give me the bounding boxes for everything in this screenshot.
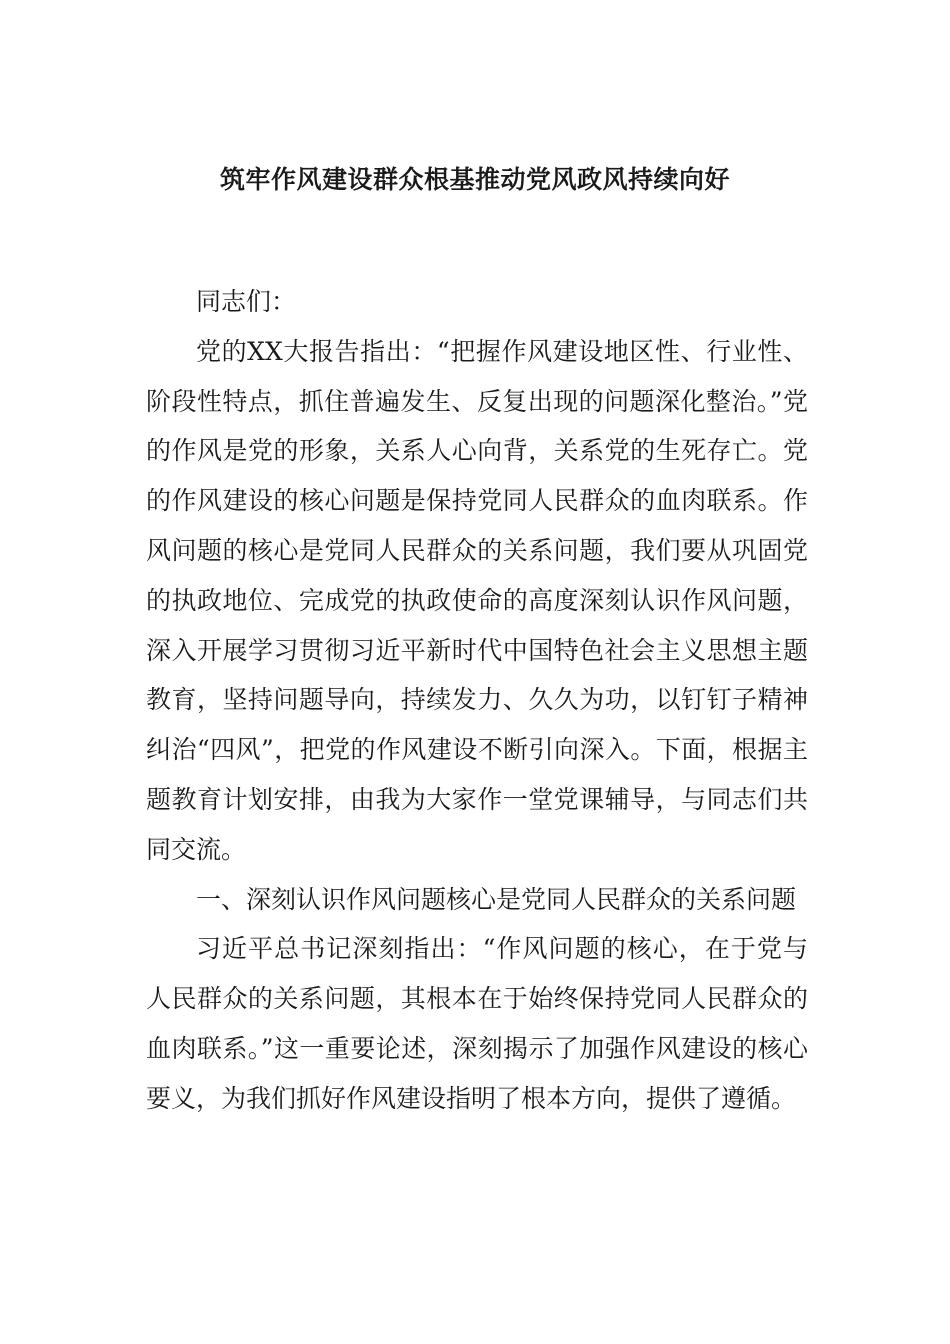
paragraph-section-1: 习近平总书记深刻指出：“作风问题的核心，在于党与人民群众的关系问题，其根本在于始终保持党同人民群众的血肉联系。”这一重要论述，深刻揭示了加强作风建设的核心要义，为我们抓好作风建设指明了根本方向，提供了遵循。 bbox=[146, 934, 808, 1113]
salutation: 同志们： bbox=[196, 287, 297, 316]
paragraph-intro: 党的XX大报告指出：“把握作风建设地区性、行业性、阶段性特点，抓住普遍发生、反复出现的问题深化整治。”党的作风是党的形象，关系人心向背，关系党的生死存亡。党的作风建设的核心问题是保持党同人民群众的血肉联系。作风问题的核心是党同人民群众的关系问题，我们要从巩固党的执政地位、完成党的执政使命的高度深刻认识作风问题，深入开展学习贯彻习近平新时代中国特色社会主义思想主题教育，坚持问题导向，持续发力、久久为功，以钉钉子精神纠治“四风”，把党的作风建设不断引向深入。下面，根据主题教育计划安排，由我为大家作一堂党课辅导，与同志们共同交流。 bbox=[146, 336, 808, 864]
section-heading-1: 一、深刻认识作风问题核心是党同人民群众的关系问题 bbox=[196, 884, 797, 914]
document-body bbox=[146, 277, 808, 1124]
document-title: 筑牢作风建设群众根基推动党风政风持续向好 bbox=[219, 165, 730, 194]
